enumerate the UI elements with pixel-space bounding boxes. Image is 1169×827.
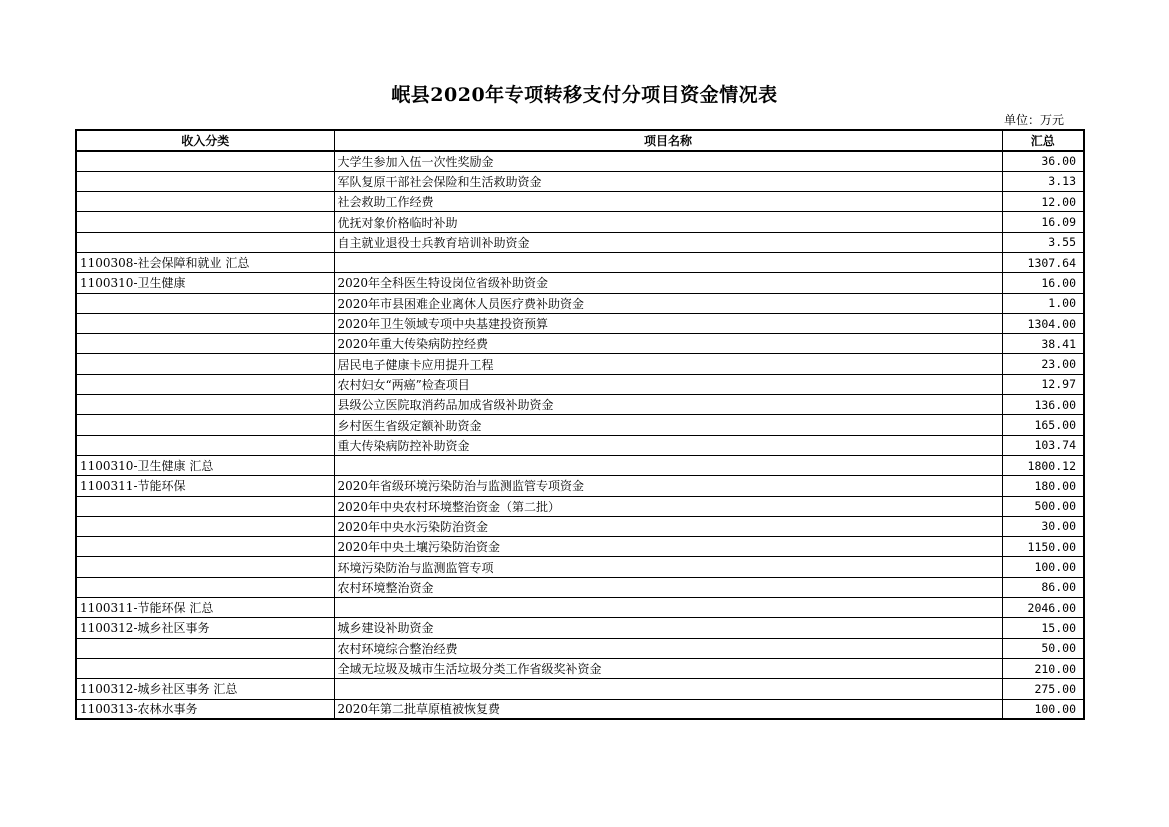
project-cell: 自主就业退役士兵教育培训补助资金 [334, 232, 1002, 252]
amount-cell: 50.00 [1002, 638, 1084, 658]
table-row [76, 273, 1084, 293]
project-cell: 优抚对象价格临时补助 [334, 212, 1002, 232]
amount-cell: 1150.00 [1002, 537, 1084, 557]
amount-cell: 275.00 [1002, 679, 1084, 699]
category-cell [76, 334, 334, 354]
project-cell: 城乡建设补助资金 [334, 618, 1002, 638]
header-project: 项目名称 [334, 130, 1002, 151]
amount-cell: 210.00 [1002, 658, 1084, 678]
table-row [76, 232, 1084, 252]
project-cell: 2020年卫生领域专项中央基建投资预算 [334, 313, 1002, 333]
project-cell [334, 252, 1002, 272]
project-cell: 乡村医生省级定额补助资金 [334, 415, 1002, 435]
amount-cell: 136.00 [1002, 395, 1084, 415]
table-body [76, 151, 1084, 719]
project-cell: 2020年中央土壤污染防治资金 [334, 537, 1002, 557]
amount-cell: 100.00 [1002, 557, 1084, 577]
amount-cell: 86.00 [1002, 577, 1084, 597]
unit-label: 单位：万元 [1004, 113, 1065, 127]
funds-table [75, 129, 1085, 720]
project-cell: 2020年省级环境污染防治与监测监管专项资金 [334, 476, 1002, 496]
amount-cell: 30.00 [1002, 516, 1084, 536]
amount-cell: 3.55 [1002, 232, 1084, 252]
table-row [76, 496, 1084, 516]
amount-cell: 2046.00 [1002, 598, 1084, 618]
amount-cell: 1.00 [1002, 293, 1084, 313]
category-cell: 1100311-节能环保 汇总 [76, 598, 334, 618]
project-cell: 大学生参加入伍一次性奖励金 [334, 151, 1002, 171]
category-cell [76, 658, 334, 678]
category-cell: 1100311-节能环保 [76, 476, 334, 496]
table-row [76, 374, 1084, 394]
amount-cell: 16.09 [1002, 212, 1084, 232]
category-cell [76, 232, 334, 252]
project-cell: 农村妇女“两癌”检查项目 [334, 374, 1002, 394]
project-cell: 农村环境整治资金 [334, 577, 1002, 597]
project-cell: 2020年市县困难企业离休人员医疗费补助资金 [334, 293, 1002, 313]
category-cell: 1100312-城乡社区事务 汇总 [76, 679, 334, 699]
category-cell [76, 171, 334, 191]
amount-cell: 1307.64 [1002, 252, 1084, 272]
amount-cell: 180.00 [1002, 476, 1084, 496]
amount-cell: 12.00 [1002, 192, 1084, 212]
project-cell: 全域无垃圾及城市生活垃圾分类工作省级奖补资金 [334, 658, 1002, 678]
category-cell: 1100308-社会保障和就业 汇总 [76, 252, 334, 272]
category-cell [76, 537, 334, 557]
amount-cell: 16.00 [1002, 273, 1084, 293]
amount-cell: 1304.00 [1002, 313, 1084, 333]
category-cell [76, 293, 334, 313]
table-row [76, 171, 1084, 191]
table-row [76, 455, 1084, 475]
table-row [76, 598, 1084, 618]
table-row [76, 557, 1084, 577]
table-row [76, 638, 1084, 658]
amount-cell: 38.41 [1002, 334, 1084, 354]
project-cell: 2020年重大传染病防控经费 [334, 334, 1002, 354]
project-cell: 县级公立医院取消药品加成省级补助资金 [334, 395, 1002, 415]
category-cell [76, 354, 334, 374]
amount-cell: 12.97 [1002, 374, 1084, 394]
table-row [76, 334, 1084, 354]
project-cell: 农村环境综合整治经费 [334, 638, 1002, 658]
table-row [76, 395, 1084, 415]
project-cell: 2020年中央农村环境整治资金（第二批） [334, 496, 1002, 516]
table-row [76, 618, 1084, 638]
table-row [76, 252, 1084, 272]
table-row [76, 699, 1084, 719]
project-cell: 2020年第二批草原植被恢复费 [334, 699, 1002, 719]
category-cell: 1100313-农林水事务 [76, 699, 334, 719]
header-amount: 汇总 [1002, 130, 1084, 151]
table-row [76, 192, 1084, 212]
amount-cell: 165.00 [1002, 415, 1084, 435]
project-cell [334, 679, 1002, 699]
project-cell: 居民电子健康卡应用提升工程 [334, 354, 1002, 374]
category-cell [76, 516, 334, 536]
category-cell [76, 313, 334, 333]
header-category: 收入分类 [76, 130, 334, 151]
project-cell [334, 598, 1002, 618]
amount-cell: 23.00 [1002, 354, 1084, 374]
category-cell [76, 151, 334, 171]
category-cell [76, 557, 334, 577]
amount-cell: 100.00 [1002, 699, 1084, 719]
category-cell [76, 638, 334, 658]
table-row [76, 415, 1084, 435]
project-cell [334, 455, 1002, 475]
table-row [76, 537, 1084, 557]
category-cell [76, 192, 334, 212]
table-row [76, 354, 1084, 374]
category-cell: 1100310-卫生健康 [76, 273, 334, 293]
amount-cell: 15.00 [1002, 618, 1084, 638]
table-row [76, 679, 1084, 699]
amount-cell: 1800.12 [1002, 455, 1084, 475]
table-row [76, 577, 1084, 597]
table-row [76, 151, 1084, 171]
amount-cell: 3.13 [1002, 171, 1084, 191]
category-cell [76, 496, 334, 516]
category-cell [76, 212, 334, 232]
table-row [76, 516, 1084, 536]
table-header-row [76, 130, 1084, 151]
table-row [76, 212, 1084, 232]
table-row [76, 313, 1084, 333]
category-cell [76, 435, 334, 455]
project-cell: 军队复原干部社会保险和生活救助资金 [334, 171, 1002, 191]
amount-cell: 103.74 [1002, 435, 1084, 455]
category-cell: 1100312-城乡社区事务 [76, 618, 334, 638]
category-cell [76, 577, 334, 597]
table-row [76, 658, 1084, 678]
project-cell: 环境污染防治与监测监管专项 [334, 557, 1002, 577]
project-cell: 2020年中央水污染防治资金 [334, 516, 1002, 536]
amount-cell: 36.00 [1002, 151, 1084, 171]
amount-cell: 500.00 [1002, 496, 1084, 516]
project-cell: 社会救助工作经费 [334, 192, 1002, 212]
table-row [76, 293, 1084, 313]
project-cell: 2020年全科医生特设岗位省级补助资金 [334, 273, 1002, 293]
category-cell [76, 415, 334, 435]
table-row [76, 435, 1084, 455]
table-row [76, 476, 1084, 496]
category-cell [76, 395, 334, 415]
project-cell: 重大传染病防控补助资金 [334, 435, 1002, 455]
category-cell [76, 374, 334, 394]
page-title: 岷县2020年专项转移支付分项目资金情况表 [391, 84, 778, 106]
category-cell: 1100310-卫生健康 汇总 [76, 455, 334, 475]
